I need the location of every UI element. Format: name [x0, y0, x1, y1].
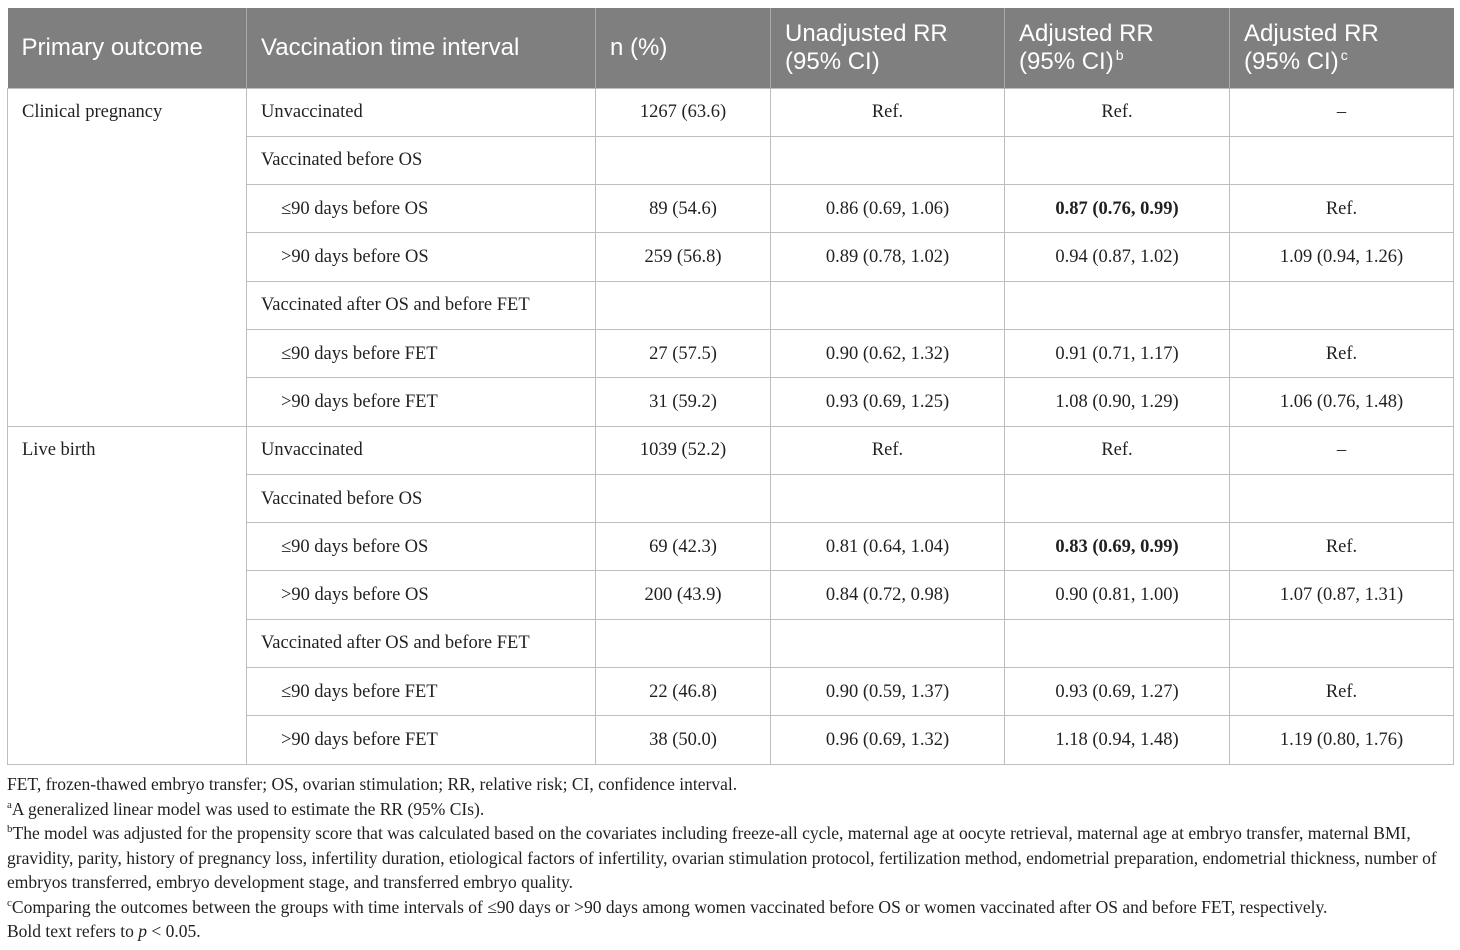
adjusted-rr-b-cell — [1005, 136, 1230, 184]
footnote-c-mark: c — [7, 896, 12, 909]
n-cell: 31 (59.2) — [596, 378, 771, 426]
adjusted-rr-b-cell-significant: 0.87 (0.76, 0.99) — [1005, 185, 1230, 233]
adjusted-rr-b-cell: 0.90 (0.81, 1.00) — [1005, 571, 1230, 619]
header-line: Adjusted RR — [1019, 19, 1154, 47]
unadjusted-rr-cell: 0.96 (0.69, 1.32) — [771, 716, 1005, 764]
unadjusted-rr-cell — [771, 474, 1005, 522]
footnote-b-mark: b — [7, 823, 13, 835]
unadjusted-rr-cell: 0.84 (0.72, 0.98) — [771, 571, 1005, 619]
footnote-bold-note — [7, 919, 1453, 944]
n-cell: 22 (46.8) — [596, 668, 771, 716]
n-cell — [596, 619, 771, 667]
unadjusted-rr-cell — [771, 136, 1005, 184]
adjusted-rr-c-cell — [1230, 474, 1454, 522]
footnote-c-text: Comparing the outcomes between the groups with time intervals of ≤90 days or >90 days among women vaccinated before OS or women vaccinated after OS and before FET, respectively. — [11, 896, 1328, 917]
adjusted-rr-b-cell: 1.18 (0.94, 1.48) — [1005, 716, 1230, 764]
footnote-a-text: A generalized linear model was used to estimate the RR (95% CIs). — [11, 798, 485, 819]
interval-cell: >90 days before OS — [247, 571, 596, 619]
footnote-abbreviations: FET, frozen-thawed embryo transfer; OS, ovarian stimulation; RR, relative risk; CI, confidence interval. — [7, 774, 738, 794]
adjusted-rr-c-cell: – — [1230, 88, 1454, 136]
n-cell: 1039 (52.2) — [596, 426, 771, 474]
header-line: (95% CI) — [785, 47, 880, 75]
n-cell: 27 (57.5) — [596, 329, 771, 377]
results-table — [7, 8, 1454, 765]
n-cell: 259 (56.8) — [596, 233, 771, 281]
adjusted-rr-b-cell: Ref. — [1005, 88, 1230, 136]
interval-cell: Vaccinated after OS and before FET — [247, 281, 596, 329]
n-cell: 69 (42.3) — [596, 523, 771, 571]
footnote-marker-b: b — [1115, 46, 1124, 63]
adjusted-rr-b-cell-significant: 0.83 (0.69, 0.99) — [1005, 523, 1230, 571]
unadjusted-rr-cell: Ref. — [771, 88, 1005, 136]
header-unadjusted-rr — [771, 8, 1005, 88]
adjusted-rr-c-cell — [1230, 281, 1454, 329]
header-line: Adjusted RR — [1244, 19, 1379, 47]
header-line-with-footnote — [1244, 48, 1454, 76]
n-cell — [596, 136, 771, 184]
adjusted-rr-c-cell: 1.06 (0.76, 1.48) — [1230, 378, 1454, 426]
adjusted-rr-c-cell: 1.07 (0.87, 1.31) — [1230, 571, 1454, 619]
interval-cell: ≤90 days before OS — [247, 523, 596, 571]
unadjusted-rr-cell: 0.86 (0.69, 1.06) — [771, 185, 1005, 233]
header-row — [8, 8, 1454, 88]
n-cell: 89 (54.6) — [596, 185, 771, 233]
adjusted-rr-b-cell: Ref. — [1005, 426, 1230, 474]
interval-cell: >90 days before FET — [247, 716, 596, 764]
adjusted-rr-c-cell: – — [1230, 426, 1454, 474]
unadjusted-rr-cell: 0.89 (0.78, 1.02) — [771, 233, 1005, 281]
n-cell: 1267 (63.6) — [596, 88, 771, 136]
adjusted-rr-b-cell: 0.93 (0.69, 1.27) — [1005, 668, 1230, 716]
header-line: Vaccination time interval — [261, 33, 520, 61]
adjusted-rr-b-cell — [1005, 281, 1230, 329]
table-header — [8, 8, 1454, 88]
adjusted-rr-c-cell: Ref. — [1230, 523, 1454, 571]
adjusted-rr-b-cell: 0.94 (0.87, 1.02) — [1005, 233, 1230, 281]
adjusted-rr-c-cell: Ref. — [1230, 329, 1454, 377]
unadjusted-rr-cell: 0.90 (0.62, 1.32) — [771, 329, 1005, 377]
interval-cell: Vaccinated after OS and before FET — [247, 619, 596, 667]
bold-note-suffix: < 0.05. — [146, 921, 201, 941]
outcome-live-birth: Live birth — [8, 426, 247, 764]
interval-cell: Vaccinated before OS — [247, 474, 596, 522]
header-line-text: (95% CI) — [1244, 47, 1339, 75]
adjusted-rr-b-cell: 0.91 (0.71, 1.17) — [1005, 329, 1230, 377]
adjusted-rr-b-cell — [1005, 474, 1230, 522]
header-line: Primary outcome — [21, 33, 203, 61]
interval-cell: >90 days before OS — [247, 233, 596, 281]
table-footnotes — [7, 772, 1453, 944]
n-cell: 38 (50.0) — [596, 716, 771, 764]
unadjusted-rr-cell: Ref. — [771, 426, 1005, 474]
n-cell — [596, 474, 771, 522]
adjusted-rr-c-cell: 1.19 (0.80, 1.76) — [1230, 716, 1454, 764]
footnote-marker-c: c — [1340, 46, 1348, 63]
interval-cell: ≤90 days before FET — [247, 668, 596, 716]
header-adjusted-rr-b — [1005, 8, 1230, 88]
header-line-with-footnote — [1019, 48, 1229, 76]
header-adjusted-rr-c — [1230, 8, 1454, 88]
interval-cell: ≤90 days before OS — [247, 185, 596, 233]
bold-note-prefix: Bold text refers to — [7, 921, 139, 941]
adjusted-rr-c-cell: Ref. — [1230, 668, 1454, 716]
adjusted-rr-c-cell: 1.09 (0.94, 1.26) — [1230, 233, 1454, 281]
footnote-a-mark: a — [7, 798, 12, 811]
unadjusted-rr-cell: 0.90 (0.59, 1.37) — [771, 668, 1005, 716]
table-row — [8, 88, 1454, 136]
outcome-clinical-pregnancy: Clinical pregnancy — [8, 88, 247, 426]
footnote-a — [7, 797, 1453, 822]
header-vaccination-interval — [247, 8, 596, 88]
header-primary-outcome — [8, 8, 247, 88]
n-cell — [596, 281, 771, 329]
interval-cell: Vaccinated before OS — [247, 136, 596, 184]
footnote-c — [7, 895, 1453, 920]
results-table-container — [7, 8, 1453, 765]
unadjusted-rr-cell — [771, 281, 1005, 329]
unadjusted-rr-cell: 0.93 (0.69, 1.25) — [771, 378, 1005, 426]
header-line: n (%) — [610, 33, 668, 61]
footnote-b-text: The model was adjusted for the propensity score that was calculated based on the covariates including freeze-all cycle, maternal age at oocyte retrieval, maternal age at embryo transfer, maternal BMI, gravidity, parity, history of pregnancy loss, infertility duration, etiological factors of infertility, ovarian stimulation protocol, fertilization method, endometrial preparation, endometrial thickness, number of embryos transferred, embryo development stage, and transferred embryo quality. — [7, 823, 1437, 892]
interval-cell: Unvaccinated — [247, 88, 596, 136]
adjusted-rr-c-cell — [1230, 619, 1454, 667]
bold-note-p-value: p — [138, 921, 147, 941]
n-cell: 200 (43.9) — [596, 571, 771, 619]
interval-cell: ≤90 days before FET — [247, 329, 596, 377]
unadjusted-rr-cell — [771, 619, 1005, 667]
adjusted-rr-b-cell: 1.08 (0.90, 1.29) — [1005, 378, 1230, 426]
header-line: Unadjusted RR — [785, 19, 948, 47]
header-n-percent — [596, 8, 771, 88]
table-row — [8, 426, 1454, 474]
adjusted-rr-c-cell — [1230, 136, 1454, 184]
interval-cell: >90 days before FET — [247, 378, 596, 426]
footnote-b — [7, 821, 1453, 895]
header-line-text: (95% CI) — [1019, 47, 1114, 75]
table-body — [8, 88, 1454, 764]
interval-cell: Unvaccinated — [247, 426, 596, 474]
unadjusted-rr-cell: 0.81 (0.64, 1.04) — [771, 523, 1005, 571]
adjusted-rr-c-cell: Ref. — [1230, 185, 1454, 233]
adjusted-rr-b-cell — [1005, 619, 1230, 667]
